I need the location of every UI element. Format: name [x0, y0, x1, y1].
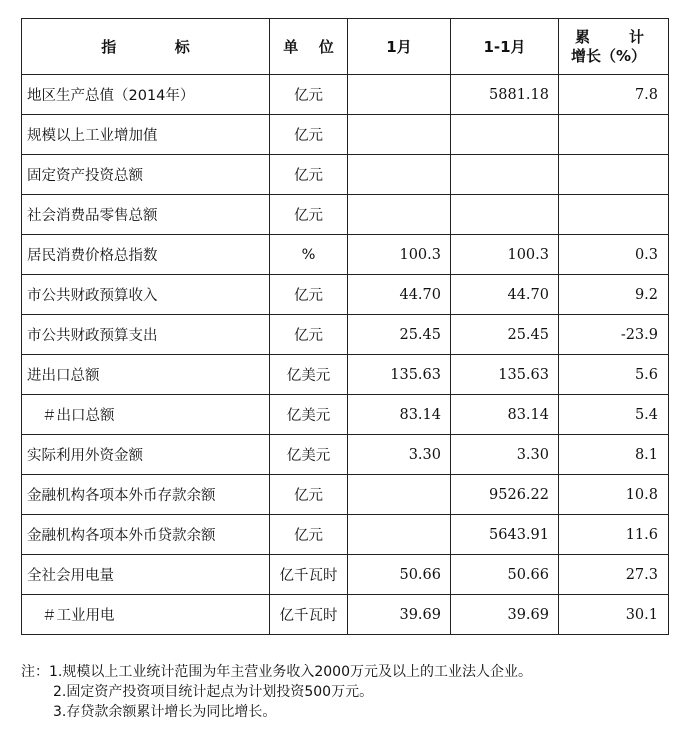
header-month: 1月: [348, 19, 451, 75]
row-unit: 亿元: [270, 475, 348, 515]
row-growth-value: 27.3: [559, 555, 669, 595]
row-unit: 亿千瓦时: [270, 555, 348, 595]
statistics-table: [21, 18, 669, 635]
row-unit: 亿千瓦时: [270, 595, 348, 635]
row-name: ＃工业用电: [22, 595, 270, 635]
footnote-1: 注：1.规模以上工业统计范围为年主营业务收入2000万元及以上的工业法人企业。: [21, 664, 532, 680]
header-indicator-char-1: 指: [101, 38, 117, 56]
footnotes: [21, 662, 681, 722]
row-name: 社会消费品零售总额: [22, 195, 270, 235]
table-row: [22, 75, 669, 115]
header-unit-char-1: 单: [283, 38, 299, 56]
header-indicator: [22, 19, 270, 75]
row-growth-value: 5.6: [559, 355, 669, 395]
row-name: 市公共财政预算收入: [22, 275, 270, 315]
row-cumulative-value: 5881.18: [451, 75, 559, 115]
row-cumulative-value: 5643.91: [451, 515, 559, 555]
row-unit: 亿元: [270, 515, 348, 555]
row-month-value: [348, 115, 451, 155]
row-month-value: 50.66: [348, 555, 451, 595]
row-unit: 亿元: [270, 115, 348, 155]
header-cumulative: 1-1月: [451, 19, 559, 75]
table-row: [22, 115, 669, 155]
table-row: [22, 435, 669, 475]
row-month-value: [348, 195, 451, 235]
table-row: [22, 235, 669, 275]
row-growth-value: [559, 195, 669, 235]
row-month-value: [348, 515, 451, 555]
row-growth-value: 7.8: [559, 75, 669, 115]
row-name: 实际利用外资金额: [22, 435, 270, 475]
row-growth-value: 10.8: [559, 475, 669, 515]
row-month-value: 100.3: [348, 235, 451, 275]
row-growth-value: 8.1: [559, 435, 669, 475]
header-growth-label: 增长（%）: [570, 46, 647, 65]
row-month-value: 44.70: [348, 275, 451, 315]
row-month-value: [348, 75, 451, 115]
row-cumulative-value: 25.45: [451, 315, 559, 355]
table-row: [22, 515, 669, 555]
row-month-value: [348, 475, 451, 515]
row-unit: 亿美元: [270, 355, 348, 395]
table-row: [22, 475, 669, 515]
table-row: [22, 275, 669, 315]
row-cumulative-value: 83.14: [451, 395, 559, 435]
row-unit: 亿元: [270, 315, 348, 355]
row-cumulative-value: 9526.22: [451, 475, 559, 515]
row-growth-value: 11.6: [559, 515, 669, 555]
row-cumulative-value: [451, 115, 559, 155]
footnote-3: 3.存贷款余额累计增长为同比增长。: [53, 704, 277, 720]
row-name: ＃出口总额: [22, 395, 270, 435]
row-name: 进出口总额: [22, 355, 270, 395]
row-cumulative-value: 3.30: [451, 435, 559, 475]
row-name: 全社会用电量: [22, 555, 270, 595]
row-growth-value: -23.9: [559, 315, 669, 355]
row-unit: 亿元: [270, 275, 348, 315]
table-row: [22, 315, 669, 355]
row-month-value: 25.45: [348, 315, 451, 355]
table-row: [22, 555, 669, 595]
row-month-value: 135.63: [348, 355, 451, 395]
row-unit: 亿元: [270, 195, 348, 235]
table-row: [22, 155, 669, 195]
row-growth-value: [559, 115, 669, 155]
row-cumulative-value: 50.66: [451, 555, 559, 595]
row-name: 居民消费价格总指数: [22, 235, 270, 275]
row-unit: %: [270, 235, 348, 275]
row-unit: 亿美元: [270, 395, 348, 435]
row-growth-value: 30.1: [559, 595, 669, 635]
row-cumulative-value: 135.63: [451, 355, 559, 395]
row-growth-value: [559, 155, 669, 195]
table-row: [22, 195, 669, 235]
header-indicator-char-2: 标: [174, 38, 190, 56]
row-cumulative-value: [451, 155, 559, 195]
table-row: [22, 395, 669, 435]
row-name: 市公共财政预算支出: [22, 315, 270, 355]
header-growth-char-2: 计: [628, 27, 644, 46]
row-month-value: 83.14: [348, 395, 451, 435]
row-name: 固定资产投资总额: [22, 155, 270, 195]
row-cumulative-value: 39.69: [451, 595, 559, 635]
row-unit: 亿元: [270, 75, 348, 115]
row-growth-value: 5.4: [559, 395, 669, 435]
table-header-row: [22, 19, 669, 75]
row-growth-value: 0.3: [559, 235, 669, 275]
row-name: 地区生产总值（2014年）: [22, 75, 270, 115]
row-month-value: 3.30: [348, 435, 451, 475]
row-name: 规模以上工业增加值: [22, 115, 270, 155]
header-growth: [559, 19, 669, 75]
footnote-2: 2.固定资产投资项目统计起点为计划投资500万元。: [53, 684, 374, 700]
table-row: [22, 595, 669, 635]
row-growth-value: 9.2: [559, 275, 669, 315]
row-cumulative-value: [451, 195, 559, 235]
header-unit: [270, 19, 348, 75]
row-unit: 亿元: [270, 155, 348, 195]
header-growth-char-1: 累: [575, 27, 591, 46]
header-unit-char-2: 位: [318, 38, 334, 56]
row-month-value: 39.69: [348, 595, 451, 635]
row-cumulative-value: 44.70: [451, 275, 559, 315]
row-cumulative-value: 100.3: [451, 235, 559, 275]
row-month-value: [348, 155, 451, 195]
table-row: [22, 355, 669, 395]
row-name: 金融机构各项本外币存款余额: [22, 475, 270, 515]
row-unit: 亿美元: [270, 435, 348, 475]
row-name: 金融机构各项本外币贷款余额: [22, 515, 270, 555]
